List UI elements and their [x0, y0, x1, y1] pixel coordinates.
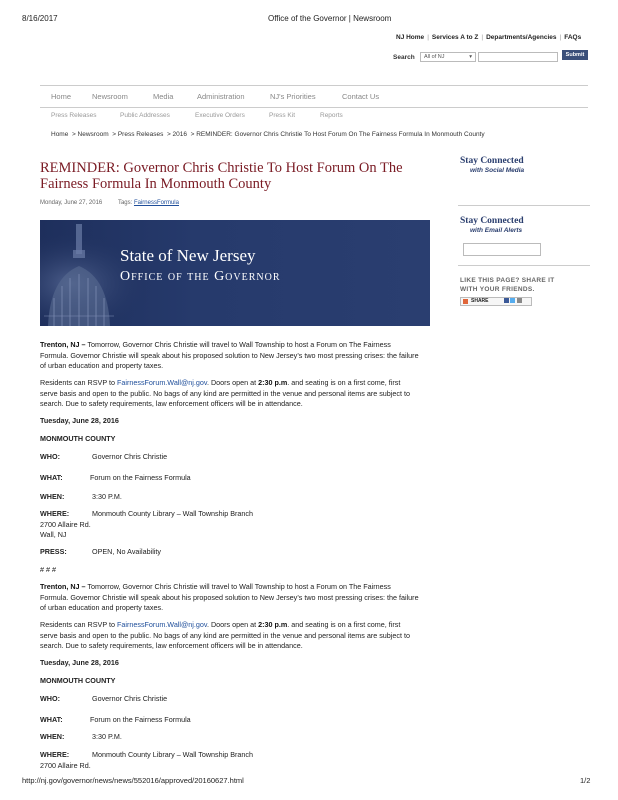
print-title: Office of the Governor | Newsroom [268, 14, 392, 23]
article-meta [40, 200, 179, 206]
press-label: PRESS: [40, 547, 67, 556]
what-label-repeat: WHAT: [40, 715, 63, 724]
where-label-repeat: WHERE: [40, 750, 70, 759]
where-value: Monmouth County Library – Wall Township Branch [92, 509, 253, 518]
para-2-line-3: search. Due to safety requirements, law enforcement officers will be in attendance. [40, 399, 303, 408]
event-day-repeat: Tuesday, June 28, 2016 [40, 658, 119, 667]
what-value: Forum on the Fairness Formula [90, 473, 191, 482]
like-line-1: LIKE THIS PAGE? SHARE IT [460, 277, 555, 284]
submit-button[interactable]: Submit [562, 50, 588, 60]
services-link[interactable]: Services A to Z [431, 34, 479, 41]
sidebar-divider-2 [458, 265, 590, 266]
email-subheading: with Email Alerts [470, 227, 523, 234]
subnav-public-addresses[interactable]: Public Addresses [120, 112, 170, 119]
rsvp-email-link-repeat[interactable]: FairnessForum.Wall@nj.gov [116, 620, 207, 629]
tags-label: Tags: [117, 200, 133, 206]
subnav-reports[interactable]: Reports [320, 112, 343, 119]
chevron-down-icon: ▾ [469, 54, 472, 60]
facebook-icon [504, 298, 509, 303]
like-prompt [460, 276, 554, 294]
para-2-repeat-c: . and seating is on a first come, first [287, 620, 401, 629]
banner-line-2: Office of the Governor [120, 269, 281, 284]
main-nav [40, 85, 588, 108]
sub-nav [40, 112, 588, 124]
nav-contact[interactable]: Contact Us [342, 92, 380, 101]
event-day: Tuesday, June 28, 2016 [40, 416, 119, 425]
para-2-c: . and seating is on a first come, first [287, 378, 401, 387]
search-label: Search [393, 54, 415, 61]
twitter-icon [510, 298, 515, 303]
para-1-repeat [40, 582, 391, 593]
para-1-line-2: Formula. Governor Christie will speak about his proposed solution to New Jersey’s two most pressing crises: the failure [40, 350, 419, 360]
departments-link[interactable]: Departments/Agencies [486, 34, 557, 41]
para-2-repeat [40, 620, 400, 631]
search-scope-select[interactable] [420, 52, 476, 62]
title-line-1: REMINDER: Governor Chris Christie To Host Forum On The [40, 160, 403, 176]
social-subheading[interactable]: with Social Media [470, 167, 525, 174]
search-input[interactable] [478, 52, 558, 62]
nav-administration[interactable]: Administration [197, 92, 245, 101]
subnav-press-kit[interactable]: Press Kit [269, 112, 296, 119]
end-marker: # # # [40, 565, 56, 574]
article-date: Monday, June 27, 2016 [40, 200, 103, 206]
where-label: WHERE: [40, 509, 70, 518]
subnav-press-releases[interactable]: Press Releases [51, 112, 97, 119]
when-label-repeat: WHEN: [40, 732, 65, 741]
nav-media[interactable]: Media [153, 92, 174, 101]
event-county: MONMOUTH COUNTY [40, 434, 116, 443]
nav-priorities[interactable]: NJ's Priorities [270, 92, 316, 101]
event-county-repeat: MONMOUTH COUNTY [40, 676, 116, 685]
para-1-line-1: Tomorrow, Governor Chris Christie will travel to Wall Township to host a Forum on The Fairness [85, 340, 391, 349]
email-icon [517, 298, 522, 303]
para-2 [40, 378, 400, 389]
social-heading: Stay Connected [460, 156, 524, 166]
doors-time-repeat: 2:30 p.m [258, 620, 288, 629]
para-1-repeat-line-1: Tomorrow, Governor Chris Christie will travel to Wall Township to host a Forum on The Fairness [85, 582, 391, 591]
dateline: Trenton, NJ – [40, 340, 86, 349]
nj-home-link[interactable]: NJ Home [396, 34, 425, 41]
para-2-b: . Doors open at [206, 378, 259, 387]
para-2-line-2: serve basis and open to the public. No bags of any kind are permitted in the venue and personal items are subject to [40, 388, 410, 398]
who-value-repeat: Governor Chris Christie [92, 694, 168, 703]
banner-line-1: State of New Jersey [120, 246, 256, 265]
where-value-repeat: Monmouth County Library – Wall Township Branch [92, 750, 253, 759]
share-button[interactable] [460, 297, 532, 306]
para-2-repeat-line-2: serve basis and open to the public. No bags of any kind are permitted in the venue and personal items are subject to [40, 630, 410, 640]
para-2-a: Residents can RSVP to [40, 378, 117, 387]
para-2-repeat-b: . Doors open at [206, 620, 259, 629]
nav-home[interactable]: Home [51, 92, 72, 101]
para-1 [40, 340, 391, 351]
rsvp-email-link[interactable]: FairnessForum.Wall@nj.gov [116, 378, 207, 387]
print-date: 8/16/2017 [22, 14, 58, 23]
breadcrumb[interactable]: Home > Newsroom > Press Releases > 2016 > REMINDER: Governor Chris Christie To Host Forum On The Fairness Formula In Monmouth County [51, 131, 485, 138]
when-value: 3:30 P.M. [92, 492, 122, 501]
when-label: WHEN: [40, 492, 65, 501]
para-1-repeat-line-2: Formula. Governor Christie will speak about his proposed solution to New Jersey’s two most pressing crises: the failure [40, 592, 419, 602]
para-2-repeat-a: Residents can RSVP to [40, 620, 117, 629]
page-number: 1/2 [580, 776, 591, 785]
tag-link[interactable]: FairnessFormula [133, 200, 179, 206]
doors-time: 2:30 p.m [258, 378, 288, 387]
nav-newsroom[interactable]: Newsroom [92, 92, 128, 101]
what-label: WHAT: [40, 473, 63, 482]
para-1-repeat-line-3: of urban education and property taxes. [40, 603, 164, 612]
address-line-2: Wall, NJ [40, 530, 67, 539]
page-title [40, 160, 430, 192]
print-url: http://nj.gov/governor/news/news/552016/approved/20160627.html [22, 776, 244, 785]
para-2-repeat-line-3: search. Due to safety requirements, law enforcement officers will be in attendance. [40, 641, 303, 650]
search-scope-value: All of NJ [424, 54, 445, 60]
address-line-1: 2700 Allaire Rd. [40, 519, 91, 529]
address-line-1-repeat: 2700 Allaire Rd. [40, 760, 91, 770]
email-heading: Stay Connected [460, 216, 524, 226]
utility-links: NJ Home | Services A to Z | Departments/Agencies | FAQs [396, 34, 582, 41]
who-value: Governor Chris Christie [92, 452, 168, 461]
share-label: SHARE [471, 298, 489, 304]
faqs-link[interactable]: FAQs [564, 34, 582, 41]
sidebar-divider [458, 205, 590, 206]
when-value-repeat: 3:30 P.M. [92, 732, 122, 741]
title-line-2: Fairness Formula In Monmouth County [40, 176, 272, 192]
email-input[interactable] [463, 243, 541, 256]
dateline-repeat: Trenton, NJ – [40, 582, 86, 591]
press-value: OPEN, No Availability [92, 547, 161, 556]
share-icon [463, 299, 468, 304]
para-1-line-3: of urban education and property taxes. [40, 361, 164, 370]
what-value-repeat: Forum on the Fairness Formula [90, 715, 191, 724]
like-line-2: WITH YOUR FRIENDS. [460, 286, 535, 293]
governor-banner [40, 220, 430, 326]
subnav-executive-orders[interactable]: Executive Orders [195, 112, 245, 119]
who-label-repeat: WHO: [40, 694, 60, 703]
who-label: WHO: [40, 452, 60, 461]
